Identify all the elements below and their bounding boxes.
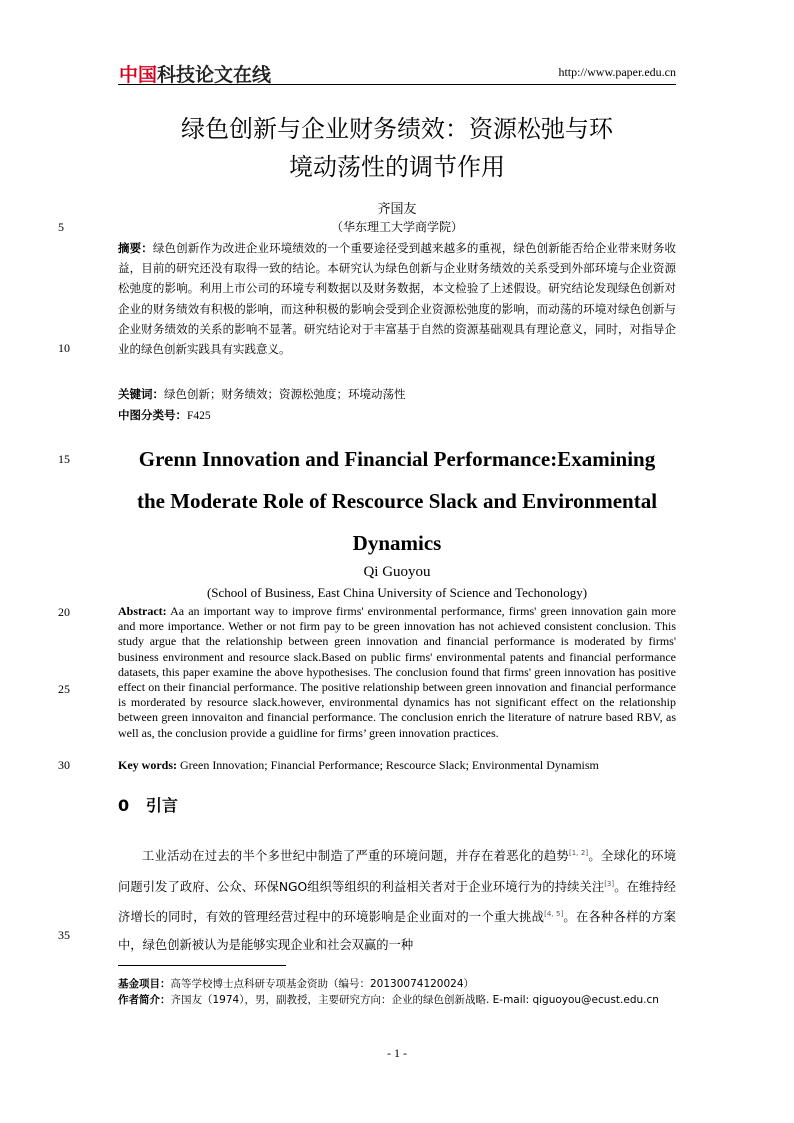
author-en: Qi Guoyou	[363, 564, 431, 580]
title-en-line1: Grenn Innovation and Financial Performance:Examining	[138, 447, 656, 471]
abstract-cn-text: 绿色创新作为改进企业环境绩效的一个重要途径受到越来越多的重视，绿色创新能否给企业带来财务收益，目前的研究还没有取得一致的结论。本研究认为绿色创新与企业财务绩效的关系受到外部环境与企业资源松弛度的影响。利用上市公司的环境专利数据以及财务数据，本文检验了上述假设。研究结论发现绿色创新对企业的财务绩效有积极的影响，而这种积极的影响会受到企业资源松弛度的影响，而动荡的环境对绿色创新与企业财务绩效的关系的影响不显著。研究结论对于丰富基于自然的资源基础观具有理论意义，同时，对指导企业的绿色创新实践具有实践意义。	[118, 241, 677, 357]
citation[interactable]: [4, 5]	[544, 910, 564, 919]
abstract-en-label: Abstract:	[118, 604, 167, 618]
title-cn-line1: 绿色创新与企业财务绩效：资源松弛与环	[181, 115, 613, 143]
citation[interactable]: [3]	[604, 879, 615, 888]
line-number: 25	[58, 682, 70, 696]
keywords-cn-text: 绿色创新；财务绩效；资源松弛度；环境动荡性	[164, 387, 406, 401]
keywords-en-text: Green Innovation; Financial Performance; Rescource Slack; Environmental Dynamism	[180, 758, 599, 772]
abstract-cn-label: 摘要：	[118, 241, 153, 255]
line-number: 30	[58, 758, 70, 772]
author-cn: 齐国友	[377, 202, 417, 217]
title-en	[118, 438, 676, 564]
keywords-en	[118, 758, 676, 773]
title-cn	[118, 110, 676, 186]
header-url[interactable]: http://www.paper.edu.cn	[558, 65, 676, 79]
abstract-cn	[118, 238, 676, 359]
body-text: 。在各种各样的方案中，绿色创新被认为是能够实现企业和社会双赢的一种	[118, 910, 676, 952]
footnote-funding	[118, 976, 678, 992]
footnote-rule	[118, 965, 286, 966]
logo-black-text: 科技论文在线	[157, 64, 272, 86]
footnote-author-bio	[118, 992, 678, 1008]
title-cn-line2: 境动荡性的调节作用	[289, 153, 505, 181]
keywords-en-label: Key words:	[118, 758, 177, 772]
line-number: 35	[58, 928, 70, 942]
keywords-cn-label: 关键词：	[118, 387, 164, 401]
citation[interactable]: [1, 2]	[568, 849, 589, 857]
abstract-en-text: Aa an important way to improve firms' environmental performance, firms' green innovation gain more and more importance. Wether or not firm pay to be green innovation has not achieved consistent conclusion. This study argue that the relationship between green innovation and financial performance is moderated by firms' business environment and resource slack.Based on public firms' environmental patents and financial performance datasets, this paper examine the above hypothesises. The conclusion found that firms' green innovation has positive effect on their financial performance. The positive relationship between green innovation and financial performance is morderated by resource slack.however, environmental dynamics has not significant effect on the relationship between green innovaiton and financial performance. The conclusion enrich the literature of natrure based RBV, as well as, the conclusion provide a guidline for firms’ green innovation practices.	[118, 604, 676, 740]
clc-number	[118, 405, 676, 426]
keywords-cn	[118, 384, 676, 404]
abstract-en	[118, 604, 676, 741]
page-number: - 1 -	[387, 1046, 407, 1060]
body-text: 。在维持经济增长的同时，有效的管理经营过程中的环境影响是企业面对的一个重大挑战	[118, 879, 676, 925]
line-number: 20	[58, 605, 70, 619]
body-text: 。全球化的环境问题引发了政府、公众、环保NGO组织等组织的利益相关者对于企业环境行为的持续关注	[118, 849, 676, 894]
body-paragraph	[118, 840, 676, 959]
line-number: 10	[58, 341, 70, 355]
funding-text: 高等学校博士点科研专项基金资助（编号：20130074120024）	[170, 978, 475, 990]
clc-text: F425	[187, 410, 211, 422]
affiliation-en: (School of Business, East China University of Science and Techonology)	[206, 585, 588, 600]
section-number: 0	[118, 796, 130, 815]
title-en-line2: the Moderate Role of Rescource Slack and Environmental	[136, 489, 658, 513]
bio-label: 作者简介：	[118, 994, 171, 1006]
body-text: 工业活动在过去的半个多世纪中制造了严重的环境问题，并存在着恶化的趋势	[142, 849, 569, 864]
line-number: 15	[58, 452, 70, 466]
funding-label: 基金项目：	[118, 978, 171, 990]
logo-red-text: 中国	[119, 64, 158, 86]
header-rule	[118, 84, 676, 85]
title-en-line3: Dynamics	[352, 531, 442, 555]
bio-text: 齐国友（1974），男，副教授，主要研究方向：企业的绿色创新战略. E-mail: qiguoyou@ecust.edu.cn	[170, 994, 659, 1006]
section-heading	[118, 793, 178, 816]
clc-label: 中图分类号：	[118, 408, 187, 422]
line-number: 5	[58, 220, 64, 234]
affiliation-cn: （华东理工大学商学院）	[330, 220, 463, 234]
site-logo	[119, 60, 271, 87]
section-title: 引言	[145, 796, 178, 815]
